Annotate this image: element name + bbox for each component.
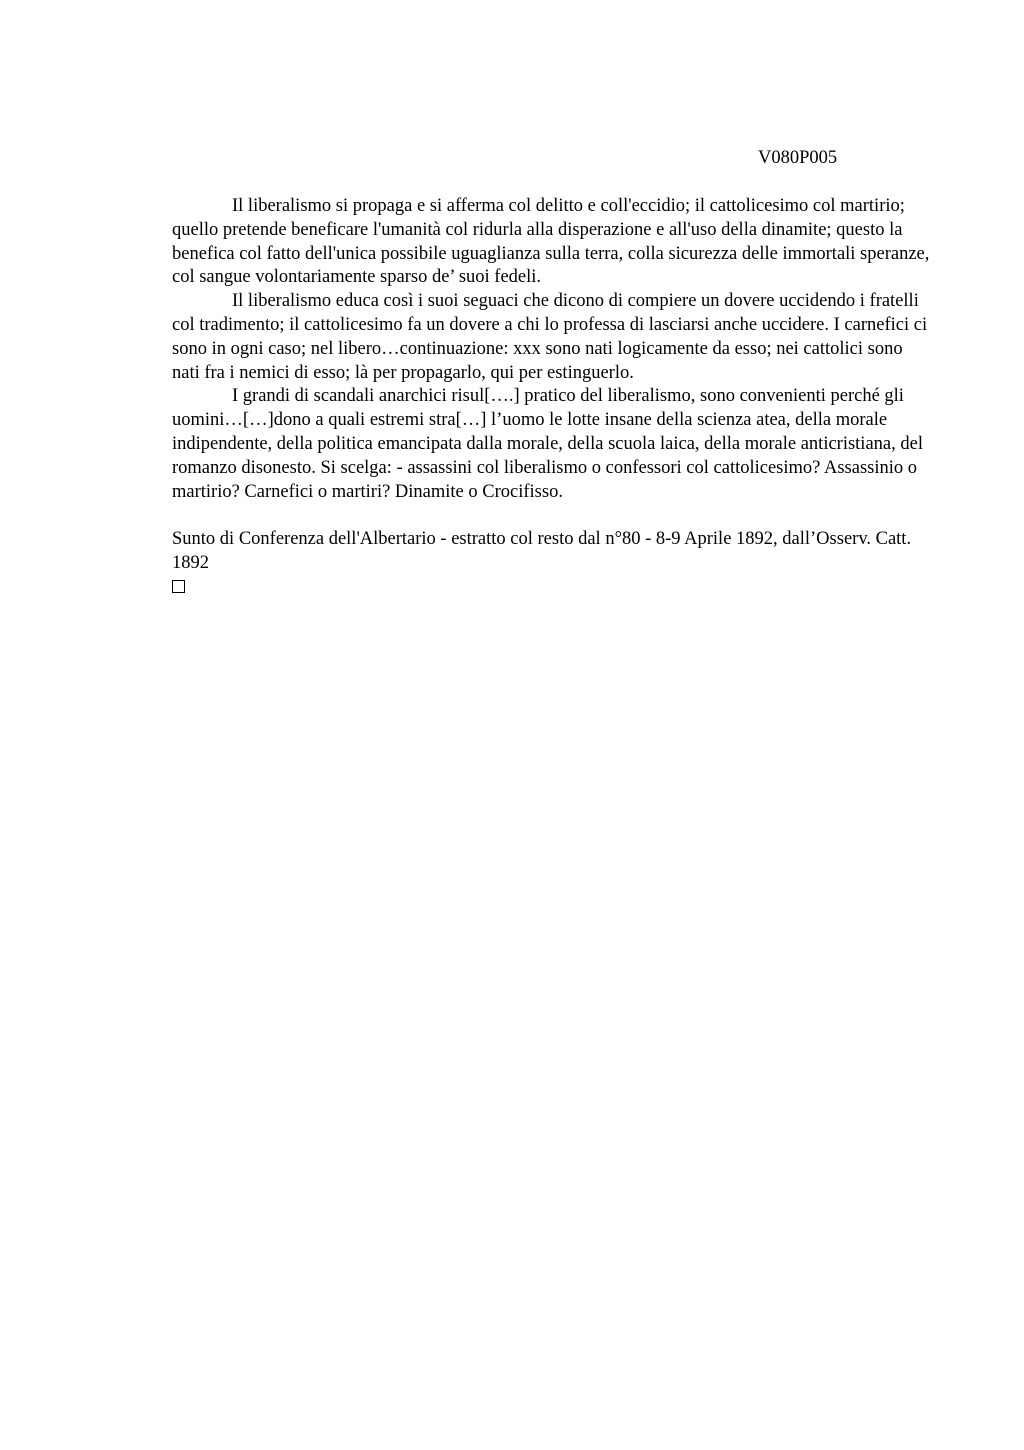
document-code: V080P005 bbox=[758, 148, 838, 168]
document-body bbox=[172, 195, 932, 593]
source-note: Sunto di Conferenza dell'Albertario - estratto col resto dal n°80 - 8-9 Aprile 1892, dall’Osserv. Catt. 1892 bbox=[172, 529, 912, 573]
paragraph-2: Il liberalismo educa così i suoi seguaci che dicono di compiere un dovere uccidendo i fratelli col tradimento; il cattolicesimo fa un dovere a chi lo professa di lasciarsi anche uccidere. I carnefici ci sono in ogni caso; nel libero…continuazione: xxx sono nati logicamente da esso; nei cattolici sono nati fra i nemici di esso; là per propagarlo, qui per estinguerlo. bbox=[172, 291, 928, 383]
paragraph-1: Il liberalismo si propaga e si afferma col delitto e coll'eccidio; il cattolicesimo col martirio; quello pretende beneficare l'umanità col ridurla alla disperazione e all'uso della dinamite; questo la benefica col fatto dell'unica possibile uguaglianza sulla terra, colla sicurezza delle immortali speranze, col sangue volontariamente sparso de’ suoi fedeli. bbox=[172, 196, 930, 288]
paragraph-3: I grandi di scandali anarchici risul[….] pratico del liberalismo, sono convenienti perché gli uomini…[…]dono a quali estremi stra[…] l’uomo le lotte insane della scienza atea, della morale indipendente, della politica emancipata dalla morale, della scuola laica, della morale anticristiana, del romanzo disonesto. Si scelga: - assassini col liberalismo o confessori col cattolicesimo? Assassinio o martirio? Carnefici o martiri? Dinamite o Crocifisso. bbox=[172, 386, 923, 502]
empty-box-icon bbox=[172, 580, 185, 593]
